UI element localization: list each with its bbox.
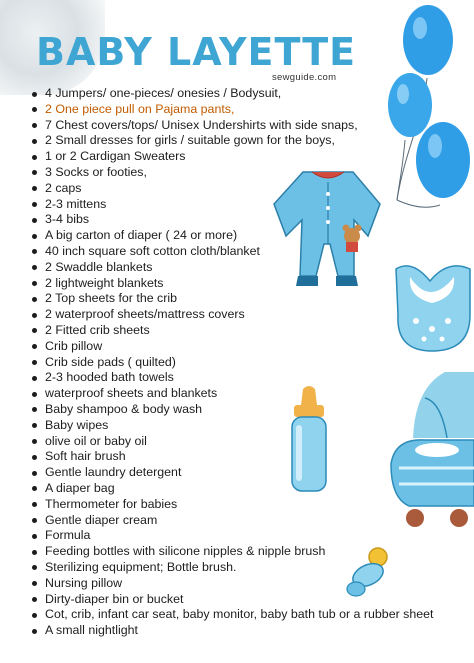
checklist-item: 4 Jumpers/ one-pieces/ onesies / Bodysuit, xyxy=(30,86,433,102)
checklist-item: 1 or 2 Cardigan Sweaters xyxy=(30,149,433,165)
checklist-item: Dirty-diaper bin or bucket xyxy=(30,592,433,608)
checklist-item: Gentle diaper cream xyxy=(30,513,433,529)
checklist-item: Thermometer for babies xyxy=(30,497,433,513)
checklist-item: Feeding bottles with silicone nipples & nipple brush xyxy=(30,544,433,560)
checklist-item: Crib side pads ( quilted) xyxy=(30,355,433,371)
checklist-item: Sterilizing equipment; Bottle brush. xyxy=(30,560,433,576)
checklist-item: 3 Socks or footies, xyxy=(30,165,433,181)
checklist-item: 7 Chest covers/tops/ Unisex Undershirts with side snaps, xyxy=(30,118,433,134)
checklist-item: Nursing pillow xyxy=(30,576,433,592)
site-credit: sewguide.com xyxy=(272,72,337,83)
checklist-item: Formula xyxy=(30,528,433,544)
checklist-item: waterproof sheets and blankets xyxy=(30,386,433,402)
checklist-item: 2 lightweight blankets xyxy=(30,276,433,292)
checklist-item: Baby wipes xyxy=(30,418,433,434)
checklist-item: A small nightlight xyxy=(30,623,433,639)
checklist-item: 2 waterproof sheets/mattress covers xyxy=(30,307,433,323)
checklist-item: Soft hair brush xyxy=(30,449,433,465)
layette-checklist xyxy=(30,86,433,639)
checklist-item: 2-3 hooded bath towels xyxy=(30,370,433,386)
checklist-item: 2-3 mittens xyxy=(30,197,433,213)
checklist-item: 2 Small dresses for girls / suitable gown for the boys, xyxy=(30,133,433,149)
checklist-item: 2 Top sheets for the crib xyxy=(30,291,433,307)
checklist-item: Gentle laundry detergent xyxy=(30,465,433,481)
checklist-item: 40 inch square soft cotton cloth/blanket xyxy=(30,244,433,260)
checklist-item: 2 caps xyxy=(30,181,433,197)
checklist-item: 3-4 bibs xyxy=(30,212,433,228)
checklist-item: A diaper bag xyxy=(30,481,433,497)
checklist-item: 2 Fitted crib sheets xyxy=(30,323,433,339)
checklist-item: Cot, crib, infant car seat, baby monitor, baby bath tub or a rubber sheet xyxy=(30,607,433,623)
page-title: BABY LAYETTE xyxy=(36,30,357,74)
checklist-item: olive oil or baby oil xyxy=(30,434,433,450)
checklist-item: Baby shampoo & body wash xyxy=(30,402,433,418)
checklist-item: A big carton of diaper ( 24 or more) xyxy=(30,228,433,244)
checklist-item: 2 One piece pull on Pajama pants, xyxy=(30,102,433,118)
checklist-item: 2 Swaddle blankets xyxy=(30,260,433,276)
checklist-item: Crib pillow xyxy=(30,339,433,355)
